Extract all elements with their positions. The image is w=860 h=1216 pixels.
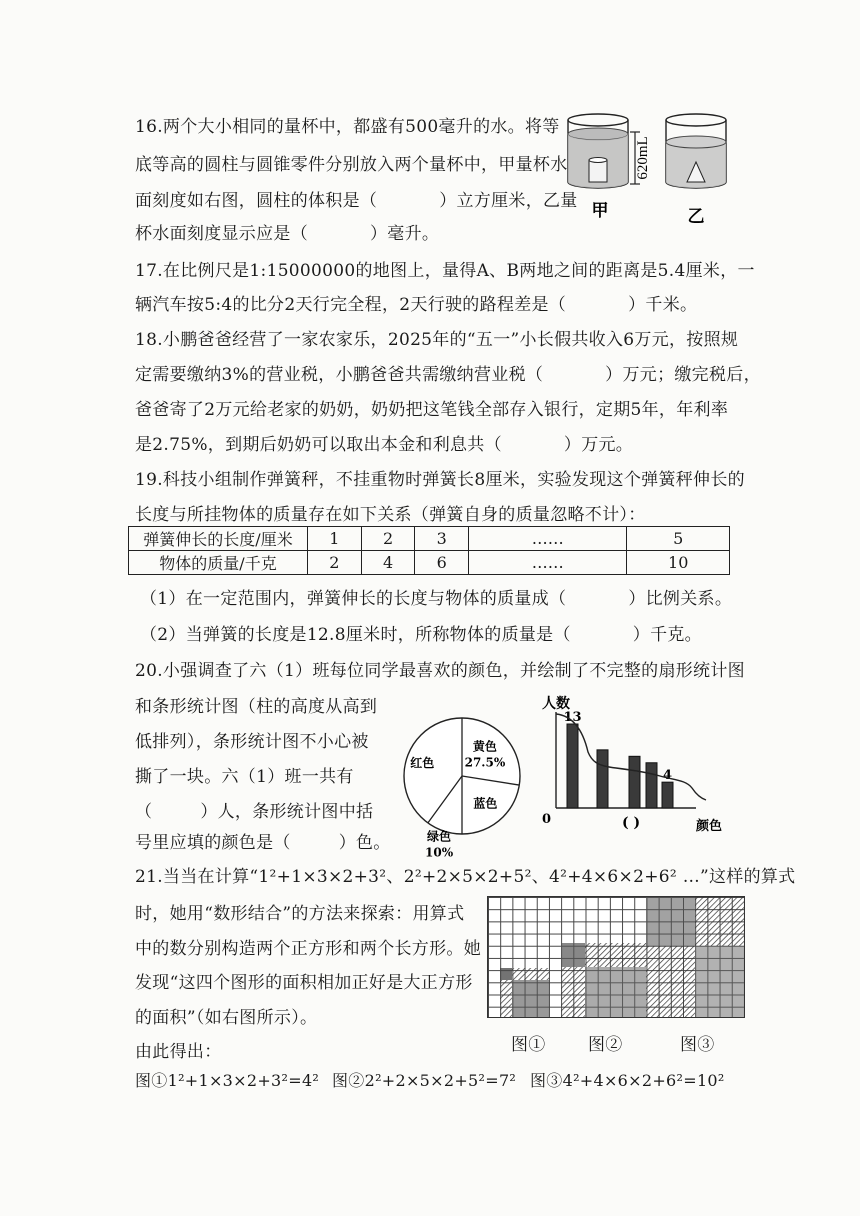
q19-text: ）比例关系。 [628,589,733,609]
q19-text: ）千克。 [632,625,702,645]
pie-slice-percent: 10% [425,845,454,860]
table-row [129,551,730,575]
q20-text: 号里应填的颜色是（ [135,833,291,853]
q19-line-1: 19.科技小组制作弹簧秤，不挂重物时弹簧长8厘米，实验发现这个弹簧秤伸长的 [135,470,745,490]
q21-line-2: 时，她用“数形结合”的方法来探索：用算式 [135,904,465,924]
pie-slice-label: 蓝色 [473,796,498,811]
q18-line-1: 18.小鹏爸爸经营了一家农家乐，2025年的“五一”小长假共收入6万元，按照规 [135,330,739,350]
q18-text: ）万元。 [563,435,634,455]
cup-a-label: 甲 [591,201,609,221]
q21-line-1: 21.当当在计算“1²+1×3×2+3²、2²+2×5×2+5²、4²+4×6×2+6² …”这样的算式 [135,867,796,887]
fig1-large-square [512,980,549,1017]
bar-4 [646,763,657,808]
table-cell: 10 [627,551,730,575]
q19-line-2: 长度与所挂物体的质量存在如下关系（弹簧自身的质量忽略不计）： [135,505,646,525]
q20-text: （ [135,802,153,822]
bar-1 [567,724,578,808]
q21-equation-2: 图②2²+2×5×2+5²=7² [332,1071,517,1090]
q19-sub-1 [140,584,732,609]
table-cell: 6 [415,551,469,575]
square-grid-figure [487,896,745,1018]
x-axis-label: 颜色 [696,819,723,834]
cup-b [666,114,726,188]
q20-text: ）色。 [338,833,391,853]
q16-text: 杯水面刻度显示应是（ [135,224,308,244]
table-cell: …… [469,551,627,575]
pie-slice-label: 绿色 [427,829,452,844]
fig-label-2: 图② [588,1035,623,1055]
fig2-large-square [585,967,646,1017]
cup-b-label: 乙 [687,207,705,227]
q18-text: ）万元；缴完税后， [605,365,761,385]
bar-2 [597,750,608,808]
q21-line-5: 的面积”（如右图所示）。 [135,1008,318,1028]
q18-text: 是2.75%，到期后奶奶可以取出本金和利息共（ [135,435,502,455]
q20-line-1: 20.小强调查了六（1）班每位同学最喜欢的颜色，并绘制了不完整的扇形统计图 [135,661,745,681]
fig1-small-square [500,968,512,980]
q16-text: ）立方厘米，乙量 [439,191,578,211]
q20-line-4: 撕了一块。六（1）班一共有 [135,767,354,787]
q21-equation-1: 图①1²+1×3×2+3²=4² [135,1071,320,1090]
table-cell: 4 [361,551,415,575]
bar-value-label: 13 [563,710,582,725]
spring-data-table [128,526,730,575]
table-cell: 5 [627,527,730,551]
table-cell: 2 [308,551,362,575]
table-cell: 3 [415,527,469,551]
q20-text: ）人，条形统计图中括 [200,802,374,822]
q20-line-6 [135,828,391,853]
pie-slice-label: 黄色 [472,739,497,754]
cup-a [568,114,628,188]
q21-line-4: 发现“这四个图形的面积相加正好是大正方形 [135,973,473,993]
fig-label-3: 图③ [680,1035,715,1055]
q17-line-2 [135,290,697,315]
q20-line-3: 低排列），条形统计图不小心被 [135,732,369,752]
q20-line-5 [135,797,373,822]
table-cell: …… [469,527,627,551]
fig3-small-square [646,897,695,946]
q16-text: ）毫升。 [370,224,440,244]
measure-label: 620mL [635,136,651,180]
fig-label-1: 图① [511,1035,546,1055]
bar-value-label: 4 [662,768,673,784]
table-header-cell: 物体的质量/千克 [129,551,308,575]
q16-line-2: 底等高的圆柱与圆锥零件分别放入两个量杯中，甲量杯水 [135,155,568,175]
q18-text: 定需要缴纳3%的营业税，小鹏爸爸共需缴纳营业税（ [135,365,544,385]
table-header-cell: 弹簧伸长的长度/厘米 [129,527,308,551]
q17-line-1: 17.在比例尺是1:15000000的地图上，量得A、B两地之间的距离是5.4厘米，一 [135,261,755,281]
table-cell: 1 [308,527,362,551]
q18-line-2 [135,360,761,385]
bar-chart [536,690,732,836]
q16-line-3 [135,186,578,211]
origin-label: 0 [542,812,552,827]
pie-slice-percent: 27.5% [464,755,506,770]
table-cell: 2 [361,527,415,551]
table-row [129,527,730,551]
q17-text: 辆汽车按5:4的比分2天行完全程，2天行驶的路程差是（ [135,295,567,315]
q19-sub-2 [140,620,702,645]
fig3-large-square [695,946,744,1017]
y-axis-label: 人数 [542,696,570,712]
fig2-small-square [561,943,585,967]
bar-3 [629,756,640,808]
q19-text: （1）在一定范围内，弹簧伸长的长度与物体的质量成（ [140,589,567,609]
q21-equation-3: 图③4²+4×6×2+6²=10² [530,1071,725,1090]
q18-line-3: 爸爸寄了2万元给老家的奶奶，奶奶把这笔钱全部存入银行，定期5年，年利率 [135,400,729,420]
q17-text: ）千米。 [628,295,698,315]
q18-line-4 [135,430,633,455]
q21-line-6: 由此得出： [135,1042,222,1062]
q19-text: （2）当弹簧的长度是12.8厘米时，所称物体的质量是（ [140,625,571,645]
measuring-cups-figure [565,108,745,226]
q16-text: 面刻度如右图，圆柱的体积是（ [135,191,378,211]
q21-line-3: 中的数分别构造两个正方形和两个长方形。她 [135,939,481,959]
pie-chart [396,712,536,860]
q20-line-2: 和条形统计图（柱的高度从高到 [135,697,378,717]
missing-category-label: ( ) [622,815,641,831]
q16-line-4 [135,219,439,244]
q16-line-1: 16.两个大小相同的量杯中，都盛有500毫升的水。将等 [135,117,560,137]
pie-slice-label: 红色 [410,756,435,771]
bar-5 [662,782,673,808]
